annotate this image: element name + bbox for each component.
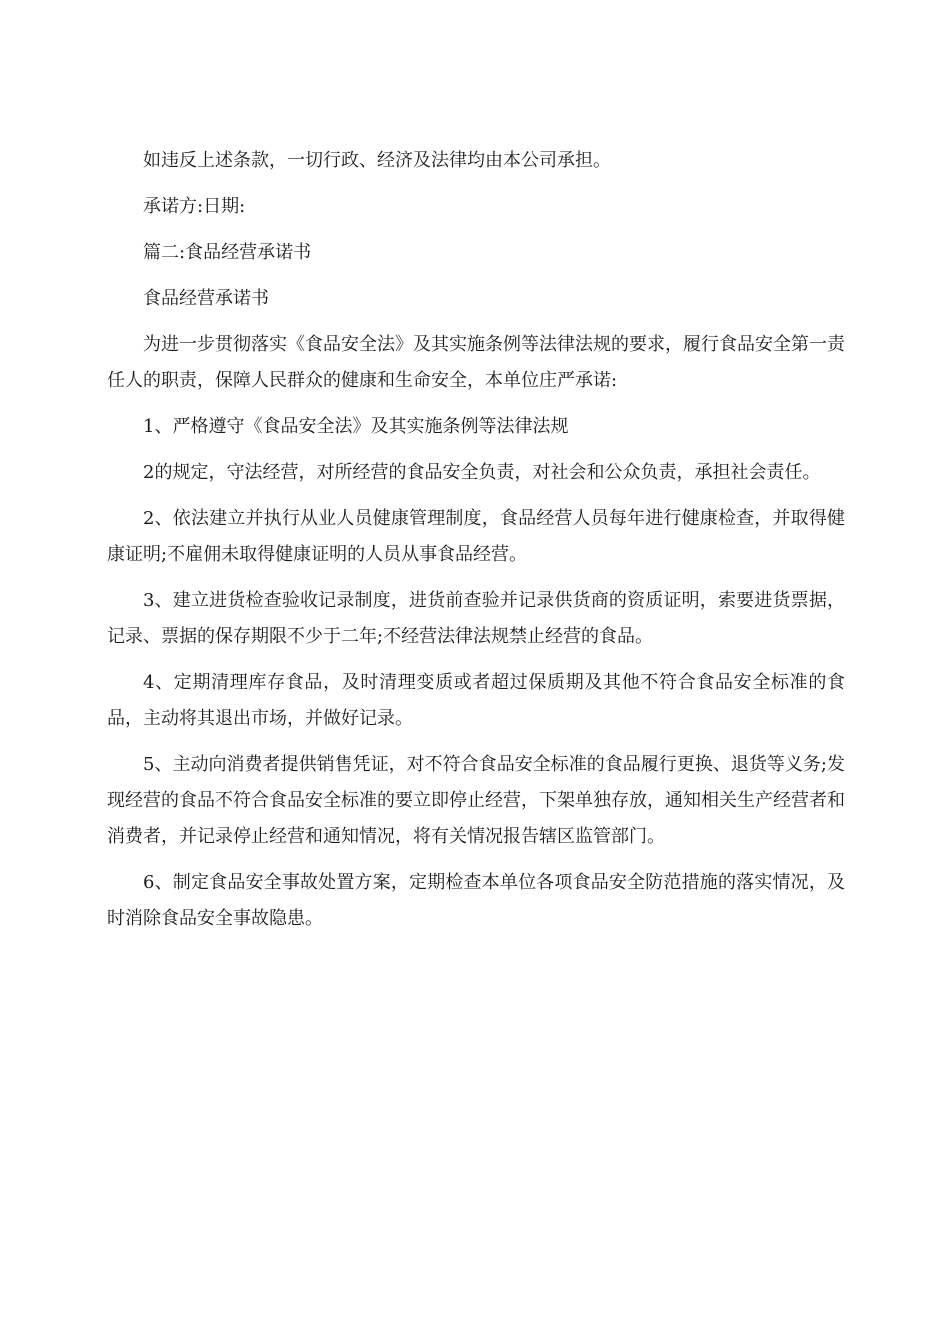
document-body	[107, 143, 845, 947]
paragraph-section-heading: 篇二:食品经营承诺书	[143, 242, 312, 263]
paragraph-item-1: 1、严格遵守《食品安全法》及其实施条例等法律法规	[143, 416, 569, 437]
paragraph-item-1-continued: 2的规定，守法经营，对所经营的食品安全负责，对社会和公众负责，承担社会责任。	[143, 462, 821, 483]
paragraph-item-3: 3、建立进货检查验收记录制度，进货前查验并记录供货商的资质证明，索要进货票据，记录、票据的保存期限不少于二年;不经营法律法规禁止经营的食品。	[107, 590, 845, 647]
paragraph-item-6: 6、制定食品安全事故处置方案，定期检查本单位各项食品安全防范措施的落实情况，及时消除食品安全事故隐患。	[107, 872, 845, 929]
paragraph-signatory-date: 承诺方:日期:	[143, 196, 246, 217]
paragraph-item-4: 4、定期清理库存食品，及时清理变质或者超过保质期及其他不符合食品安全标准的食品，主动将其退出市场，并做好记录。	[107, 672, 845, 729]
paragraph-violation-clause: 如违反上述条款，一切行政、经济及法律均由本公司承担。	[143, 150, 611, 171]
paragraph-item-5: 5、主动向消费者提供销售凭证，对不符合食品安全标准的食品履行更换、退货等义务;发现经营的食品不符合食品安全标准的要立即停止经营，下架单独存放，通知相关生产经营者和消费者，并记录停止经营和通知情况，将有关情况报告辖区监管部门。	[107, 754, 845, 847]
paragraph-item-2: 2、依法建立并执行从业人员健康管理制度，食品经营人员每年进行健康检查，并取得健康证明;不雇佣未取得健康证明的人员从事食品经营。	[107, 508, 845, 565]
paragraph-intro: 为进一步贯彻落实《食品安全法》及其实施条例等法律法规的要求，履行食品安全第一责任人的职责，保障人民群众的健康和生命安全，本单位庄严承诺:	[107, 334, 845, 391]
paragraph-document-title: 食品经营承诺书	[143, 288, 269, 309]
